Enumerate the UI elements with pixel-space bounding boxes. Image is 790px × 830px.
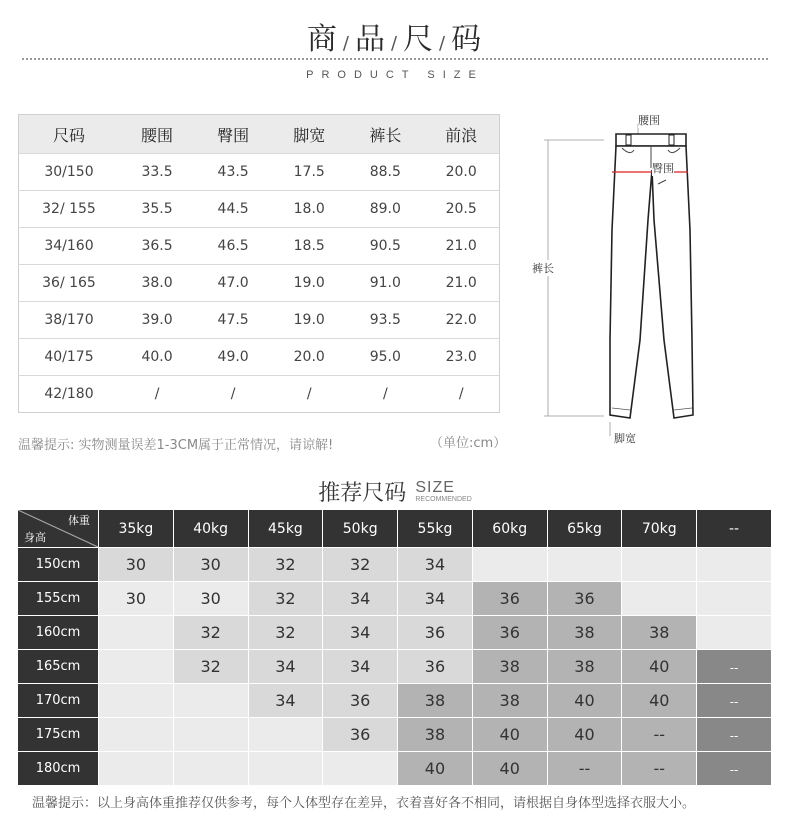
size-table-header: [19, 115, 500, 154]
recommend-cell: [473, 548, 548, 582]
measure-cell: 90.5: [347, 228, 423, 265]
measure-cell: 47.5: [195, 302, 271, 339]
column-header: 尺码: [19, 115, 120, 154]
recommend-cell: [548, 548, 623, 582]
recommend-cell: [398, 752, 473, 786]
height-header: 180cm: [18, 752, 99, 786]
recommend-cell: [174, 548, 249, 582]
recommend-title: [0, 476, 790, 507]
measure-cell: /: [195, 376, 271, 413]
recommend-cell: [548, 752, 623, 786]
size-cell: 38/170: [19, 302, 120, 339]
recommend-title-en-small: RECOMMENDED: [415, 496, 472, 503]
measure-cell: 35.5: [119, 191, 195, 228]
recommend-cell: [473, 582, 548, 616]
measure-cell: 20.0: [423, 154, 499, 191]
table-row: [18, 684, 772, 718]
waist-label: 腰围: [638, 114, 660, 127]
recommend-value: --: [729, 729, 739, 743]
recommend-cell: [697, 718, 772, 752]
table-row: [18, 752, 772, 786]
title-separator: /: [342, 33, 351, 54]
recommend-value: 32: [200, 657, 221, 676]
recommend-cell: [622, 582, 697, 616]
column-header: 腰围: [119, 115, 195, 154]
table-row: [19, 339, 500, 376]
recommend-title-en: [415, 480, 471, 503]
title-char: 码: [451, 22, 484, 57]
unit-note: （单位:cm）: [430, 436, 507, 451]
table-row: [19, 376, 500, 413]
pants-diagram: [530, 110, 700, 450]
recommend-cell: [174, 650, 249, 684]
hem-label: 脚宽: [614, 432, 636, 445]
size-cell: 36/ 165: [19, 265, 120, 302]
recommend-value: 30: [125, 555, 147, 574]
measure-cell: 43.5: [195, 154, 271, 191]
recommend-cell: [249, 548, 324, 582]
measure-cell: 39.0: [119, 302, 195, 339]
height-header: 155cm: [18, 582, 99, 616]
recommend-cell: [697, 582, 772, 616]
weight-header: 70kg: [622, 510, 697, 548]
recommend-value: 36: [424, 657, 446, 676]
table-row: [19, 265, 500, 302]
measure-cell: /: [347, 376, 423, 413]
size-cell: 34/160: [19, 228, 120, 265]
page-subtitle: PRODUCT SIZE: [306, 69, 484, 81]
recommend-cell: [99, 752, 174, 786]
measure-cell: 23.0: [423, 339, 499, 376]
recommend-cell: [99, 718, 174, 752]
recommend-cell: [99, 684, 174, 718]
column-header: 裤长: [347, 115, 423, 154]
recommend-value: 36: [350, 725, 371, 744]
recommend-cell: [548, 616, 623, 650]
length-label: 裤长: [532, 262, 554, 275]
recommend-cell: [99, 650, 174, 684]
measure-cell: /: [271, 376, 347, 413]
recommend-value: 38: [574, 623, 595, 642]
recommend-cell: [174, 684, 249, 718]
measure-cell: 19.0: [271, 302, 347, 339]
recommend-value: 40: [574, 691, 595, 710]
size-cell: 40/175: [19, 339, 120, 376]
recommend-value: 40: [424, 759, 446, 778]
recommend-cell: [622, 684, 697, 718]
measure-cell: 46.5: [195, 228, 271, 265]
recommend-cell: [473, 616, 548, 650]
recommend-cell: [622, 752, 697, 786]
size-cell: 30/150: [19, 154, 120, 191]
column-header: 前浪: [423, 115, 499, 154]
table-row: [18, 616, 772, 650]
corner-header: [18, 510, 99, 548]
recommend-value: 40: [649, 691, 670, 710]
title-char: 尺: [403, 22, 436, 57]
title-separator: /: [390, 33, 400, 54]
recommend-cell: [323, 616, 398, 650]
recommend-cell: [697, 650, 772, 684]
recommend-value: 34: [350, 589, 371, 608]
measure-cell: 91.0: [347, 265, 423, 302]
weight-header: 45kg: [249, 510, 324, 548]
measure-cell: 33.5: [119, 154, 195, 191]
title-separator: /: [439, 33, 448, 54]
recommend-cell: [548, 718, 623, 752]
recommend-value: 40: [574, 725, 595, 744]
recommend-cell: [323, 752, 398, 786]
recommend-cell: [697, 616, 772, 650]
measure-cell: 21.0: [423, 265, 499, 302]
recommend-value: 38: [574, 657, 595, 676]
column-header: 臀围: [195, 115, 271, 154]
measure-cell: 89.0: [347, 191, 423, 228]
measure-cell: 47.0: [195, 265, 271, 302]
table-row: [19, 154, 500, 191]
height-header: 160cm: [18, 616, 99, 650]
recommend-cell: [622, 548, 697, 582]
recommend-cell: [249, 650, 324, 684]
recommend-cell: [99, 582, 174, 616]
recommend-value: 38: [499, 657, 520, 676]
recommend-cell: [548, 684, 623, 718]
measure-cell: 49.0: [195, 339, 271, 376]
weight-header: 50kg: [323, 510, 398, 548]
recommend-cell: [249, 684, 324, 718]
recommend-value: 32: [275, 589, 296, 608]
recommend-value: --: [653, 759, 666, 778]
measure-cell: 93.5: [347, 302, 423, 339]
recommend-value: 36: [499, 589, 520, 608]
recommend-value: 36: [499, 623, 520, 642]
recommend-value: 34: [424, 589, 446, 608]
table-row: [19, 228, 500, 265]
recommend-note: 温馨提示：以上身高体重推荐仅供参考，每个人体型存在差异，衣着喜好各不相同，请根据自身体型选择衣服大小。: [32, 796, 696, 811]
recommend-cell: [249, 752, 324, 786]
weight-header: 65kg: [548, 510, 623, 548]
recommend-value: 32: [275, 555, 296, 574]
recommend-cell: [473, 650, 548, 684]
measure-cell: 21.0: [423, 228, 499, 265]
recommend-value: --: [729, 763, 739, 777]
height-axis-label: 身高: [24, 531, 46, 544]
table-row: [18, 548, 772, 582]
size-table: [18, 114, 500, 413]
recommend-value: 36: [424, 623, 446, 642]
measure-cell: 18.5: [271, 228, 347, 265]
table-row: [18, 582, 772, 616]
title-char: 品: [354, 22, 387, 57]
weight-header: 35kg: [99, 510, 174, 548]
dotted-divider: [22, 58, 768, 60]
measure-cell: 19.0: [271, 265, 347, 302]
recommend-value: 40: [499, 759, 520, 778]
recommend-value: 34: [275, 691, 296, 710]
recommend-value: 38: [424, 725, 446, 744]
measure-cell: 36.5: [119, 228, 195, 265]
recommend-value: 40: [649, 657, 670, 676]
recommend-cell: [473, 684, 548, 718]
recommend-cell: [473, 752, 548, 786]
recommend-cell: [174, 752, 249, 786]
recommend-cell: [249, 616, 324, 650]
recommend-cell: [398, 616, 473, 650]
recommend-cell: [622, 650, 697, 684]
hip-label: 臀围: [652, 162, 674, 175]
recommend-cell: [697, 752, 772, 786]
recommend-table: [18, 510, 772, 786]
measure-cell: 20.0: [271, 339, 347, 376]
recommend-value: --: [653, 725, 666, 744]
recommend-cell: [548, 650, 623, 684]
table-row: [19, 191, 500, 228]
weight-header: 40kg: [174, 510, 249, 548]
recommend-value: 34: [350, 623, 371, 642]
recommend-value: 38: [649, 623, 670, 642]
recommend-value: 32: [200, 623, 221, 642]
recommend-cell: [398, 582, 473, 616]
recommend-header-row: [18, 510, 772, 548]
recommend-cell: [323, 684, 398, 718]
height-header: 150cm: [18, 548, 99, 582]
recommend-value: 36: [574, 589, 595, 608]
recommend-value: 32: [275, 623, 296, 642]
page-title: [0, 14, 790, 58]
recommend-cell: [622, 718, 697, 752]
recommend-value: 38: [499, 691, 520, 710]
height-header: 170cm: [18, 684, 99, 718]
recommend-cell: [473, 718, 548, 752]
recommend-cell: [323, 548, 398, 582]
measure-cell: 20.5: [423, 191, 499, 228]
recommend-cell: [398, 684, 473, 718]
weight-axis-label: 体重: [68, 514, 90, 527]
recommend-cell: [174, 718, 249, 752]
recommend-cell: [99, 548, 174, 582]
recommend-cell: [398, 548, 473, 582]
recommend-value: 40: [499, 725, 520, 744]
recommend-value: 34: [350, 657, 371, 676]
recommend-cell: [398, 718, 473, 752]
title-char: 商: [306, 22, 339, 57]
height-header: 175cm: [18, 718, 99, 752]
measure-cell: 88.5: [347, 154, 423, 191]
measure-cell: 44.5: [195, 191, 271, 228]
pants-illustration: [530, 110, 700, 450]
recommend-title-en-big: SIZE: [415, 479, 455, 496]
table-row: [18, 718, 772, 752]
recommend-cell: [99, 616, 174, 650]
recommend-cell: [697, 684, 772, 718]
height-header: 165cm: [18, 650, 99, 684]
recommend-value: 34: [424, 555, 446, 574]
measure-cell: 22.0: [423, 302, 499, 339]
column-header: 脚宽: [271, 115, 347, 154]
recommend-value: --: [729, 661, 739, 675]
measure-cell: /: [119, 376, 195, 413]
recommend-value: 30: [200, 555, 221, 574]
table-row: [18, 650, 772, 684]
measure-cell: 95.0: [347, 339, 423, 376]
recommend-value: 36: [350, 691, 371, 710]
weight-header: 55kg: [398, 510, 473, 548]
recommend-value: --: [578, 759, 591, 778]
recommend-cell: [249, 718, 324, 752]
measure-cell: 18.0: [271, 191, 347, 228]
recommend-value: 32: [350, 555, 371, 574]
table-row: [19, 302, 500, 339]
measurement-note: 温馨提示: 实物测量误差1-3CM属于正常情况，请谅解!: [18, 438, 334, 453]
recommend-cell: [323, 650, 398, 684]
recommend-cell: [622, 616, 697, 650]
recommend-value: --: [729, 695, 739, 709]
recommend-value: 30: [200, 589, 221, 608]
measure-cell: 40.0: [119, 339, 195, 376]
recommend-cell: [174, 616, 249, 650]
size-cell: 42/180: [19, 376, 120, 413]
recommend-cell: [249, 582, 324, 616]
recommend-value: 30: [125, 589, 147, 608]
recommend-title-cn: 推荐尺码: [318, 481, 407, 506]
recommend-cell: [697, 548, 772, 582]
measure-cell: 17.5: [271, 154, 347, 191]
recommend-value: 34: [275, 657, 296, 676]
weight-header: --: [697, 510, 772, 548]
weight-header: 60kg: [473, 510, 548, 548]
recommend-cell: [398, 650, 473, 684]
recommend-cell: [174, 582, 249, 616]
recommend-value: 38: [424, 691, 446, 710]
recommend-cell: [323, 718, 398, 752]
recommend-cell: [323, 582, 398, 616]
measure-cell: 38.0: [119, 265, 195, 302]
recommend-cell: [548, 582, 623, 616]
size-cell: 32/ 155: [19, 191, 120, 228]
measure-cell: /: [423, 376, 499, 413]
